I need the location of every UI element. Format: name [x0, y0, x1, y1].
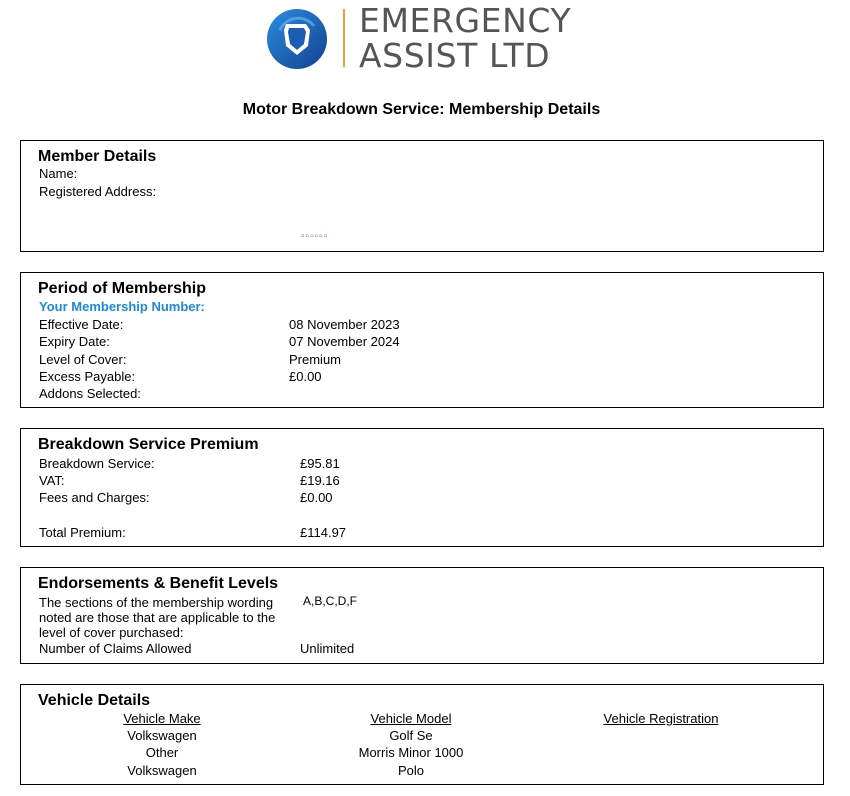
premium-section: [20, 428, 824, 547]
brand-line-1: EMERGENCY: [359, 1, 572, 40]
vehicle-section: [20, 684, 824, 785]
excess-value: £0.00: [289, 369, 322, 384]
fees-label: Fees and Charges:: [39, 490, 150, 505]
vat-label: VAT:: [39, 473, 65, 488]
effective-date-value: 08 November 2023: [289, 317, 400, 332]
vehicle-registration-header: Vehicle Registration: [603, 711, 719, 726]
vehicle-make-cell: Other: [145, 745, 179, 760]
service-value: £95.81: [300, 456, 340, 471]
vehicle-model-cell: Golf Se: [389, 728, 433, 743]
total-value: £114.97: [300, 525, 347, 540]
member-details-section: [20, 140, 824, 252]
sections-value: A,B,C,D,F: [303, 594, 358, 608]
vehicle-make-column: [101, 711, 223, 780]
member-details-heading: Member Details: [38, 148, 157, 165]
total-label: Total Premium:: [39, 525, 126, 540]
fees-value: £0.00: [300, 490, 333, 505]
vehicle-make-cell: Volkswagen: [127, 763, 197, 778]
vehicle-model-cell: Polo: [397, 763, 425, 778]
vat-value: £19.16: [300, 473, 340, 488]
vehicle-registration-column: [591, 711, 731, 728]
claims-value: Unlimited: [300, 641, 355, 656]
endorsements-heading: Endorsements & Benefit Levels: [38, 575, 279, 592]
expiry-date-value: 07 November 2024: [289, 334, 400, 349]
vehicle-make-header: Vehicle Make: [123, 711, 201, 726]
brand-line-2: ASSIST LTD: [359, 36, 551, 75]
addons-label: Addons Selected:: [39, 386, 141, 401]
excess-label: Excess Payable:: [39, 369, 136, 384]
shield-icon: [266, 8, 328, 70]
premium-heading: Breakdown Service Premium: [38, 436, 259, 453]
logo-divider: [343, 9, 345, 67]
claims-label: Number of Claims Allowed: [39, 641, 192, 656]
vehicle-model-cell: Morris Minor 1000: [358, 745, 464, 760]
endorsements-section: [20, 567, 824, 664]
service-label: Breakdown Service:: [39, 456, 155, 471]
vehicle-model-column: [341, 711, 481, 780]
redacted-fragment: ▫▫▫▫▫▫: [301, 231, 329, 242]
sections-text: The sections of the membership wording noted are those that are applicable to the level of cover purchased:: [39, 595, 276, 640]
brand-name: [359, 3, 571, 73]
expiry-date-label: Expiry Date:: [39, 334, 110, 349]
name-label: Name:: [39, 166, 78, 181]
membership-number-label: Your Membership Number:: [39, 299, 205, 314]
effective-date-label: Effective Date:: [39, 317, 124, 332]
vehicle-heading: Vehicle Details: [38, 692, 151, 709]
address-label: Registered Address:: [39, 184, 157, 199]
vehicle-make-cell: Volkswagen: [127, 728, 197, 743]
period-heading: Period of Membership: [38, 280, 207, 297]
vehicle-model-header: Vehicle Model: [370, 711, 452, 726]
page-title: Motor Breakdown Service: Membership Details: [242, 101, 601, 118]
cover-level-label: Level of Cover:: [39, 352, 127, 367]
cover-level-value: Premium: [289, 352, 342, 367]
period-section: [20, 272, 824, 408]
